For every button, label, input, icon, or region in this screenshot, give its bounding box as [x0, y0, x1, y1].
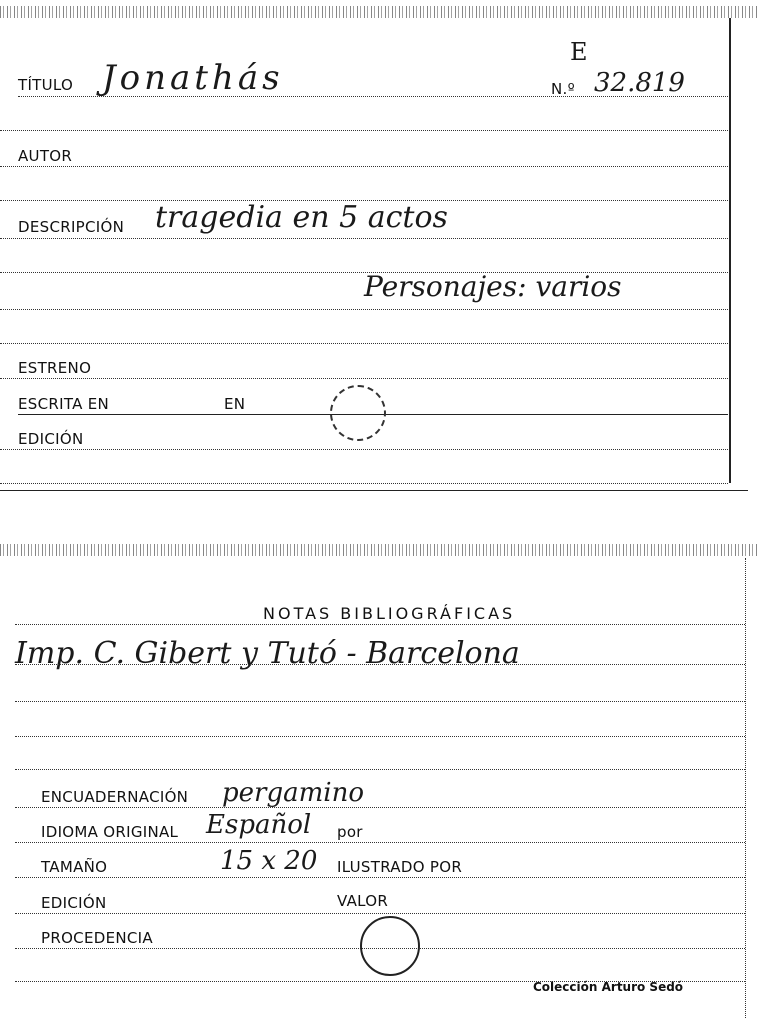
idioma-label: IDIOMA ORIGINAL	[41, 823, 179, 841]
rule	[15, 877, 745, 878]
rule	[0, 343, 728, 344]
titulo-label: TÍTULO	[18, 76, 74, 94]
scan-edge-noise	[0, 6, 759, 18]
por-label: por	[337, 823, 363, 841]
estreno-label: ESTRENO	[18, 359, 92, 377]
rule	[15, 769, 745, 770]
valor-label: VALOR	[337, 892, 389, 910]
escrita-label: ESCRITA EN	[18, 395, 110, 413]
catalog-card-top	[0, 0, 759, 495]
rule	[15, 842, 745, 843]
titulo-value: Jonathás	[102, 58, 284, 98]
coleccion-label: Colección Arturo Sedó	[533, 980, 684, 994]
en-label: EN	[224, 395, 246, 413]
card-bottom-edge	[0, 490, 748, 491]
rule	[0, 449, 728, 450]
numero-value: 32.819	[594, 68, 685, 98]
rule	[0, 378, 728, 379]
rule	[18, 96, 728, 97]
rule	[0, 309, 728, 310]
rule	[15, 624, 745, 625]
rule	[15, 807, 745, 808]
tamano-label: TAMAÑO	[41, 858, 108, 876]
numero-label: N.º	[551, 80, 575, 98]
descripcion-value: tragedia en 5 actos	[155, 200, 448, 235]
stamp-circle	[330, 385, 386, 441]
rule	[0, 130, 728, 131]
personajes-value: Personajes: varios	[364, 270, 622, 303]
encuadernacion-value: pergamino	[222, 778, 364, 808]
stamp-circle	[360, 916, 420, 976]
descripcion-label: DESCRIPCIÓN	[18, 218, 125, 236]
rule	[0, 166, 728, 167]
notas-value: Imp. C. Gibert y Tutó - Barcelona	[15, 636, 520, 671]
scan-edge-noise	[0, 544, 759, 556]
rule	[0, 483, 728, 484]
rule	[15, 701, 745, 702]
card-border-right	[745, 558, 746, 1018]
procedencia-label: PROCEDENCIA	[41, 929, 153, 947]
edicion-label: EDICIÓN	[18, 430, 84, 448]
corner-letter: E	[570, 38, 588, 66]
catalog-card-bottom	[0, 540, 759, 1028]
autor-label: AUTOR	[18, 147, 73, 165]
idioma-value: Español	[206, 810, 312, 840]
rule	[15, 736, 745, 737]
rule	[15, 913, 745, 914]
notas-heading: NOTAS BIBLIOGRÁFICAS	[263, 604, 516, 623]
tamano-value: 15 x 20	[220, 846, 318, 876]
ilustrado-label: ILUSTRADO POR	[337, 858, 463, 876]
encuadernacion-label: ENCUADERNACIÓN	[41, 788, 189, 806]
rule	[15, 664, 745, 665]
card-border-right	[729, 18, 731, 483]
edicion-label: EDICIÓN	[41, 894, 107, 912]
rule	[0, 238, 728, 239]
